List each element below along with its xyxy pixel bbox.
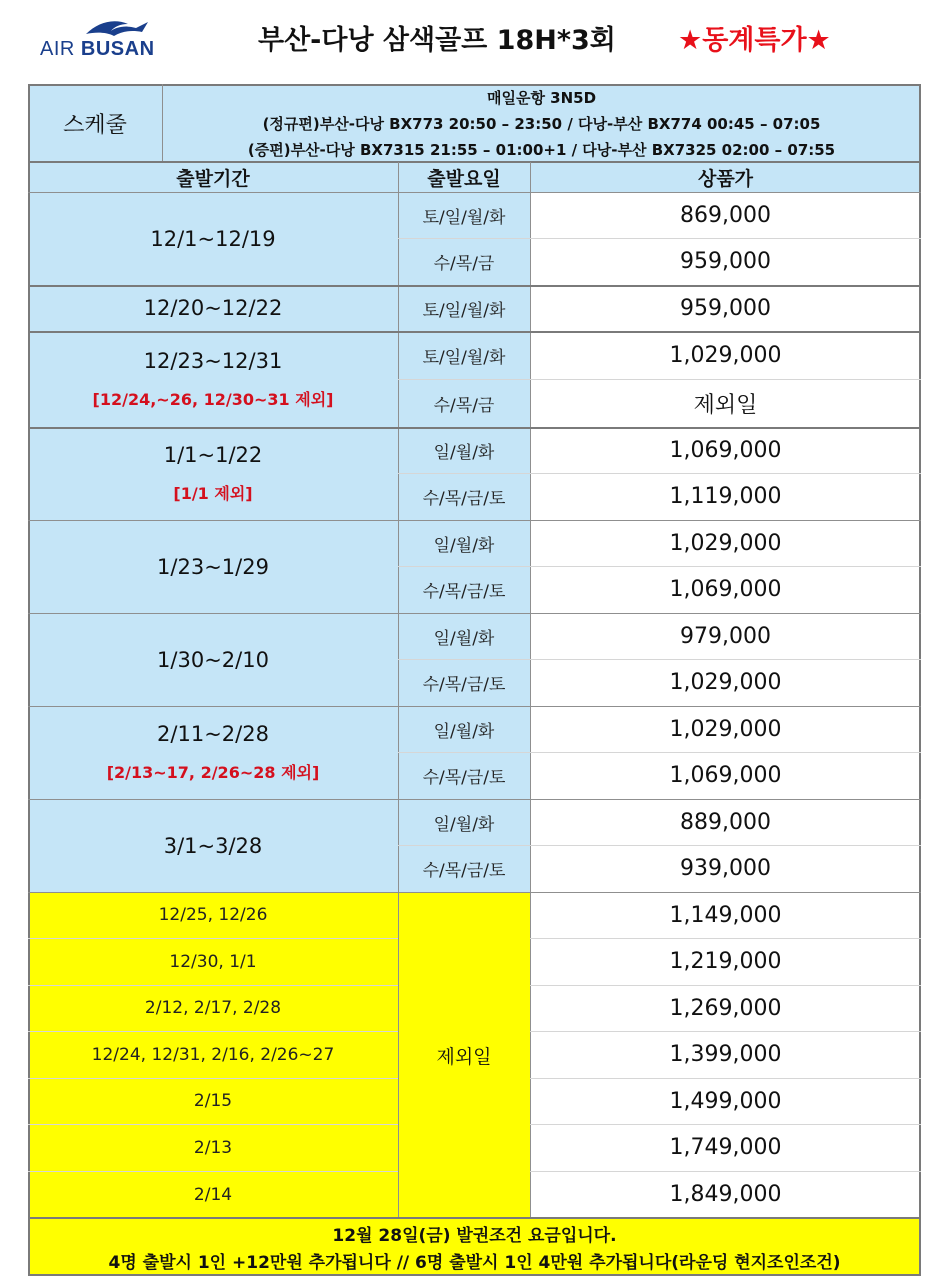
price-value: 889,000 <box>680 809 771 835</box>
schedule-divider <box>162 84 163 162</box>
air-busan-logo <box>38 16 178 60</box>
price-value: 939,000 <box>680 856 771 881</box>
exclusion-row-divider <box>530 1124 921 1125</box>
exclusion-row-divider <box>28 1124 398 1125</box>
exclusion-date-cell <box>28 892 398 938</box>
departure-days-cell <box>398 566 530 613</box>
price-value: 1,029,000 <box>669 530 782 556</box>
column-header-days <box>398 162 530 192</box>
row-divider <box>398 566 921 567</box>
period-cell <box>28 427 398 520</box>
departure-days: 토/일/월/화 <box>422 207 506 228</box>
exclusion-dates: 2/14 <box>193 1184 233 1205</box>
footer-notes <box>28 1218 921 1276</box>
departure-days-cell <box>398 845 530 892</box>
exclusion-row-divider <box>530 938 921 939</box>
price-cell <box>530 845 921 892</box>
exclusion-row-divider <box>28 1078 398 1079</box>
schedule-operation: 매일운항 3N5D <box>486 88 597 107</box>
period-range: 1/23~1/29 <box>157 554 269 579</box>
departure-days: 일/월/화 <box>433 535 495 556</box>
price-value: 959,000 <box>680 249 771 274</box>
table-border-left <box>28 84 30 1276</box>
period-cell <box>28 520 398 613</box>
row-divider <box>398 379 921 380</box>
column-header-period <box>28 162 398 192</box>
schedule-extra-flight: (증편)부산-다낭 BX7315 21:55 – 01:00+1 / 다낭-부산 BX7325 02:00 – 07:55 <box>247 140 836 159</box>
schedule-label-cell <box>28 84 162 162</box>
header-bottom-line <box>28 192 921 193</box>
exclusion-price-cell <box>530 892 921 938</box>
price-value: 1,069,000 <box>669 763 782 788</box>
footer-ticketing-note: 12월 28일(금) 발권조건 요금입니다. <box>332 1226 617 1246</box>
exclusion-price-cell <box>530 1124 921 1171</box>
departure-days-cell <box>398 613 530 659</box>
logo-wordmark <box>40 38 155 61</box>
period-range: 12/20~12/22 <box>143 296 283 320</box>
price-value: 1,069,000 <box>669 577 782 602</box>
price-value: 제외일 <box>693 392 758 418</box>
exclusion-price-cell <box>530 938 921 985</box>
exclusion-dates: 2/13 <box>193 1137 233 1158</box>
schedule-bottom-line <box>28 161 921 163</box>
departure-days-cell <box>398 238 530 285</box>
column-header-period-label: 출발기간 <box>176 167 250 190</box>
departure-days-cell <box>398 520 530 566</box>
price-cell <box>530 331 921 379</box>
exclusion-price: 1,849,000 <box>669 1182 782 1207</box>
departure-days: 수/목/금 <box>433 254 495 274</box>
price-value: 959,000 <box>680 295 771 321</box>
period-cell <box>28 285 398 331</box>
price-cell <box>530 427 921 473</box>
logo-prefix: AIR <box>40 38 75 60</box>
column-header-price <box>530 162 921 192</box>
exclusion-row-divider <box>530 1031 921 1032</box>
column-divider-2 <box>530 162 531 1218</box>
exclusion-days-cell <box>398 892 530 1218</box>
schedule-line-1-cell <box>162 84 921 110</box>
row-divider <box>398 473 921 474</box>
period-range: 3/1~3/28 <box>163 833 263 858</box>
departure-days: 수/목/금/토 <box>422 675 506 695</box>
price-cell <box>530 613 921 659</box>
departure-days-cell <box>398 473 530 520</box>
period-cell <box>28 613 398 706</box>
exclusion-row-divider <box>28 1171 398 1172</box>
page-title: 부산-다낭 삼색골프 18H*3회 <box>258 25 616 56</box>
exclusion-date-cell <box>28 1124 398 1171</box>
departure-days: 수/목/금 <box>433 395 495 416</box>
table-border-bottom <box>28 1274 921 1276</box>
group-divider <box>28 427 921 429</box>
price-value: 1,119,000 <box>669 484 782 509</box>
price-cell <box>530 473 921 520</box>
price-cell <box>530 520 921 566</box>
exclusion-price-cell <box>530 1078 921 1124</box>
period-cell <box>28 331 398 427</box>
price-cell <box>530 799 921 845</box>
price-value: 869,000 <box>680 202 771 228</box>
period-range: 12/1~12/19 <box>150 226 276 251</box>
departure-days-cell <box>398 285 530 331</box>
group-divider <box>28 613 921 614</box>
period-cell <box>28 799 398 892</box>
group-divider <box>28 520 921 521</box>
row-divider <box>398 659 921 660</box>
group-divider <box>28 799 921 800</box>
row-divider <box>398 238 921 239</box>
exclusion-dates: 12/24, 12/31, 2/16, 2/26~27 <box>91 1044 335 1065</box>
exclusion-row-divider <box>530 1078 921 1079</box>
exclusion-price: 1,219,000 <box>669 949 782 974</box>
departure-days-cell <box>398 752 530 799</box>
exclusion-price: 1,399,000 <box>669 1042 782 1067</box>
departure-days: 일/월/화 <box>433 442 495 463</box>
exclusion-dates: 12/30, 1/1 <box>169 951 257 972</box>
departure-days-cell <box>398 331 530 379</box>
promo-badge: ★동계특가★ <box>678 25 831 56</box>
period-range: 12/23~12/31 <box>143 348 283 373</box>
price-cell <box>530 192 921 238</box>
price-value: 979,000 <box>680 623 771 649</box>
departure-days-cell <box>398 192 530 238</box>
departure-days: 수/목/금/토 <box>422 861 506 881</box>
column-header-price-label: 상품가 <box>697 167 754 190</box>
exclusion-price-cell <box>530 1171 921 1218</box>
group-divider <box>28 285 921 287</box>
row-divider <box>398 845 921 846</box>
schedule-regular-flight: (정규편)부산-다낭 BX773 20:50 – 23:50 / 다낭-부산 BX774 00:45 – 07:05 <box>262 114 821 133</box>
exclusion-row-divider <box>530 985 921 986</box>
page-header <box>0 0 948 84</box>
departure-days-cell <box>398 706 530 752</box>
departure-days: 수/목/금/토 <box>422 582 506 602</box>
price-cell <box>530 238 921 285</box>
exclusion-date-cell <box>28 1171 398 1218</box>
exclusion-date-cell <box>28 938 398 985</box>
period-range: 1/1~1/22 <box>163 443 263 467</box>
exclusion-price-cell <box>530 1031 921 1078</box>
period-range: 1/30~2/10 <box>157 647 269 672</box>
period-exclusion-note: [1/1 제외] <box>173 484 253 503</box>
departure-days-cell <box>398 799 530 845</box>
row-divider <box>398 752 921 753</box>
price-cell <box>530 285 921 331</box>
exclusion-date-cell <box>28 1031 398 1078</box>
price-value: 1,029,000 <box>669 342 782 368</box>
schedule-line-2-cell <box>162 110 921 136</box>
price-table <box>28 84 921 1276</box>
footer-group-size-note: 4명 출발시 1인 +12만원 추가됩니다 // 6명 출발시 1인 4만원 추가됩니다(라운딩 현지조인조건) <box>108 1253 841 1273</box>
price-cell <box>530 706 921 752</box>
exclusion-dates: 12/25, 12/26 <box>158 905 268 925</box>
exclusion-date-cell <box>28 1078 398 1124</box>
departure-days: 토/일/월/화 <box>422 300 506 321</box>
exclusion-row-divider <box>28 985 398 986</box>
departure-days-cell <box>398 379 530 427</box>
logo-brand: BUSAN <box>80 38 155 60</box>
period-range: 2/11~2/28 <box>157 722 269 746</box>
price-value: 1,029,000 <box>669 716 782 742</box>
departure-days: 수/목/금/토 <box>422 768 506 788</box>
exclusion-days-label: 제외일 <box>436 1045 492 1068</box>
exclusion-price: 1,499,000 <box>669 1088 782 1114</box>
group-divider <box>28 706 921 707</box>
group-divider <box>28 892 921 893</box>
departure-days: 토/일/월/화 <box>422 347 506 368</box>
column-divider-1 <box>398 162 399 1218</box>
period-cell <box>28 192 398 285</box>
exclusion-dates: 2/15 <box>193 1091 233 1111</box>
exclusion-price: 1,149,000 <box>669 902 782 928</box>
price-value: 1,069,000 <box>669 437 782 463</box>
exclusion-row-divider <box>28 938 398 939</box>
price-cell <box>530 752 921 799</box>
period-exclusion-note: [12/24,~26, 12/30~31 제외] <box>92 389 334 409</box>
exclusion-price-cell <box>530 985 921 1031</box>
exclusion-row-divider <box>530 1171 921 1172</box>
exclusion-date-cell <box>28 985 398 1031</box>
bird-logo-icon <box>84 16 150 40</box>
schedule-line-3-cell <box>162 136 921 162</box>
price-value: 1,029,000 <box>669 670 782 695</box>
departure-days: 수/목/금/토 <box>422 489 506 509</box>
price-cell <box>530 659 921 706</box>
departure-days: 일/월/화 <box>433 628 495 649</box>
column-header-days-label: 출발요일 <box>427 167 501 190</box>
departure-days: 일/월/화 <box>433 814 495 835</box>
price-cell <box>530 566 921 613</box>
departure-days-cell <box>398 659 530 706</box>
group-divider <box>28 331 921 333</box>
price-cell <box>530 379 921 427</box>
exclusion-price: 1,269,000 <box>669 995 782 1021</box>
departure-days-cell <box>398 427 530 473</box>
exclusion-price: 1,749,000 <box>669 1135 782 1160</box>
period-exclusion-note: [2/13~17, 2/26~28 제외] <box>106 763 320 782</box>
exclusion-row-divider <box>28 1031 398 1032</box>
period-cell <box>28 706 398 799</box>
schedule-label: 스케줄 <box>63 112 127 138</box>
exclusion-dates: 2/12, 2/17, 2/28 <box>144 998 282 1018</box>
departure-days: 일/월/화 <box>433 721 495 742</box>
table-border-right <box>919 84 921 1276</box>
footer-top-line <box>28 1217 921 1219</box>
